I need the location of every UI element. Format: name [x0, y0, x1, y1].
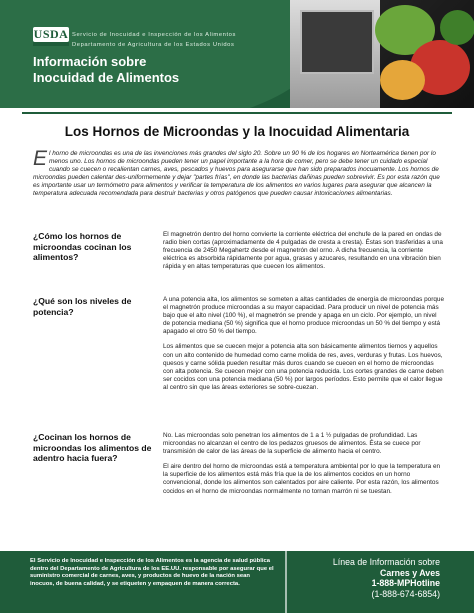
hotline-line-1: Línea de Información sobre: [332, 557, 440, 567]
answer-power-levels: [163, 296, 445, 399]
intro-dropcap: E: [33, 147, 48, 170]
question-power-levels: ¿Qué son los niveles de potencia?: [33, 296, 132, 317]
header-title-line-2: Inocuidad de Alimentos: [33, 70, 180, 85]
usda-logo: [33, 27, 69, 42]
answer-paragraph: El aire dentro del horno de microondas está a temperatura ambiental por lo que la temperatura en la superficie de los alimentos está más fría que la de los alimentos cocidos en un horno convencional, donde los alimentos son calentados por aire caliente. Por esta razón, los alimentos cocidos en el horno de microondas normalmente no tornan marrón ni se tuestan.: [163, 463, 441, 495]
agency-line-1: Servicio de Inocuidad e Inspección de los Alimentos: [72, 32, 237, 38]
hotline-info: [290, 557, 440, 599]
header-title: [33, 54, 179, 86]
intro-text: l horno de microondas es una de las invenciones más grandes del siglo 20. Sobre un 90 % de los hogares en Norteamérica tienen por lo menos uno. Los hornos de microondas pueden tener un papel importante a la hora de comer, pero se debe tener un cuidado especial cuando se cuecen o recalientan carnes, aves, pescados y huevos para asegurarse que han sido preparados inocuamente. Los hornos de microondas pueden calentar des-uniformemente y dejar "partes frías", en donde las bacterias dañinas pueden sobrevivir. Es por esta razón que es importante usar un termómetro para alimentos y verificar la temperatura de los alimentos en varios lugares para asegurar que alcancen la temperatura adecuada recomendada para destruir bacterias y otros patógenos que pueden causar intoxicaciones alimentarias.: [33, 150, 440, 198]
footer-divider: [285, 551, 287, 613]
header-rule: [22, 112, 452, 114]
answer-paragraph: Los alimentos que se cuecen mejor a potencia alta son básicamente alimentos tiernos y aquellos con un alto contenido de humedad como carne molida de res, aves, verduras y frutas. Los huevos, quesos y carne sólida pueden resultar más duros cuando se cuecen en el horno de microondas con alta potencia. Se cuecen mejor con una potencia reducida. Los cortes grandes de carne deben ser cocidos con una potencia mediana (50 %) por largos períodos. Esto permite que el calor llegue al centro sin que las áreas exteriores se sobre-cuezan.: [163, 343, 444, 391]
document-heading: Los Hornos de Microondas y la Inocuidad Alimentaria: [64, 124, 410, 139]
agency-name: [72, 30, 236, 50]
question-inside-out: ¿Cocinan los hornos de microondas los alimentos de adentro hacia fuera?: [33, 432, 152, 463]
answer-paragraph: No. Las microondas solo penetran los alimentos de 1 a 1 ½ pulgadas de profundidad. Las microondas no alcanzan el centro de los pedazos gruesos de alimentos. Ésta se cuece por transmisión de calor de las áreas de la superficie de alimento hacia el centro.: [163, 432, 421, 456]
question-how-cook: ¿Cómo los hornos de microondas cocinan los alimentos?: [33, 231, 132, 262]
hotline-line-2: Carnes y Aves: [380, 567, 440, 578]
usda-logo-wave: [33, 42, 69, 46]
answer-inside-out: [163, 432, 445, 503]
usda-logo-text: USDA: [33, 27, 69, 41]
footer-agency-text: El Servicio de Inocuidad e Inspección de los Alimentos es la agencia de salud pública dentro del Departamento de Agricultura de los EE.UU. responsable por asegurar que el suministro comercial de carnes, aves, y productos de huevo de la nación sean inocuos, de buena calidad, y se etiqueten y empaquen de manera correcta.: [30, 558, 274, 587]
header-photo: [290, 0, 474, 108]
answer-paragraph: El magnetrón dentro del horno convierte la corriente eléctrica del enchufe de la pared en ondas de radio bien cortas (aproximadamente de 4 pulgadas de cresta a cresta). Éstas son trasferidas a una frecuencia de 2450 Megahertz desde el magnetrón del orno. A dicha frecuencia, la corriente eléctrica es absorbida rápidamente por agua, grasas y azucares, resultando en una vibración bien rápida y en altas temperaturas que cuecen los alimentos.: [163, 231, 443, 271]
agency-line-2: Departamento de Agricultura de los Estados Unidos: [72, 42, 235, 48]
intro-paragraph: [33, 147, 445, 199]
pepper-image: [380, 60, 425, 100]
hotline-digits[interactable]: (1-888-674-6854): [371, 588, 440, 599]
answer-how-cook: [163, 231, 445, 278]
hotline-number[interactable]: 1-888-MPHotline: [371, 578, 440, 588]
answer-paragraph: A una potencia alta, los alimentos se someten a altas cantidades de energía de microondas porque el magnetrón produce microondas a su mayor capacidad. Para producir un nivel de potencia más bajo que el alto nivel (100 %), el magnetrón se prende y apaga en un ciclo. Por ejemplo, un nivel de potencia mediana (50 %) significa que el horno produce microondas un 50 % del tiempo y está apagado el otro 50 % del tiempo.: [163, 296, 445, 336]
microwave-door: [300, 10, 374, 74]
page-footer: [0, 551, 474, 613]
page-header: [0, 0, 474, 108]
header-title-line-1: Información sobre: [33, 54, 147, 69]
greens-image: [440, 10, 474, 45]
